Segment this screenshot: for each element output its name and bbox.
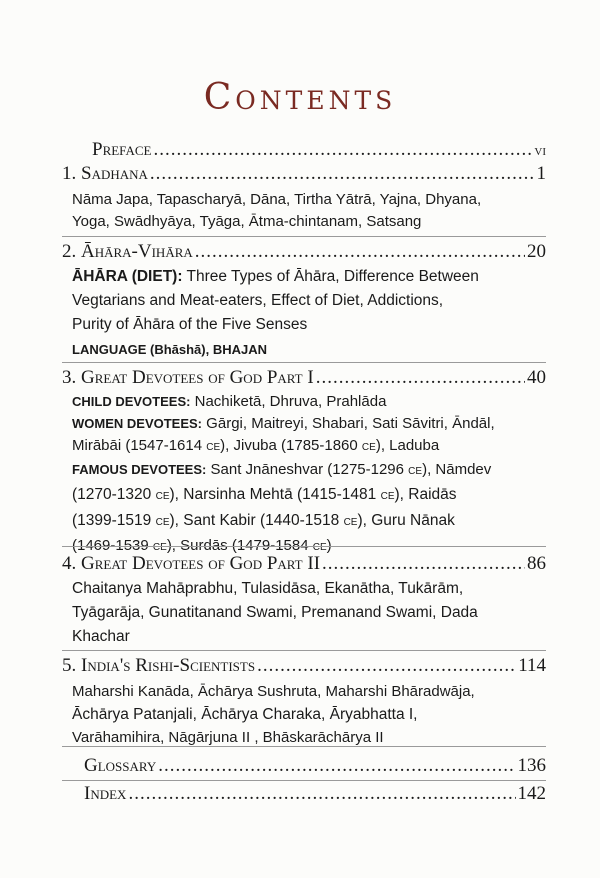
toc-subline — [62, 391, 546, 413]
dot-leader — [195, 240, 525, 263]
famous-text: ), Raidās — [394, 486, 457, 503]
divider — [62, 236, 546, 237]
famous-text: ), Surdās (1479-1584 — [166, 537, 313, 554]
dot-leader — [128, 782, 515, 805]
toc-page: 20 — [527, 241, 546, 262]
toc-subline: Yoga, Swādhyāya, Tyāga, Ātma-chintanam, Satsang — [72, 213, 422, 230]
toc-label: Preface — [92, 139, 152, 160]
dot-leader — [158, 754, 515, 777]
toc-subline — [62, 265, 546, 289]
era-abbr: CE — [408, 466, 423, 477]
women-text: ), Laduba — [375, 437, 440, 454]
women-label: WOMEN DEVOTEES: — [72, 416, 203, 431]
toc-page: 1 — [536, 163, 546, 184]
dot-leader — [153, 138, 532, 161]
toc-subline — [62, 459, 546, 483]
toc-subline: Maharshi Kanāda, Āchārya Sushruta, Maharshi Bhāradwāja, — [72, 683, 475, 700]
dot-leader — [316, 366, 525, 389]
toc-page: 142 — [517, 783, 546, 804]
famous-text: ), Nāmdev — [422, 461, 492, 478]
era-abbr: CE — [380, 491, 395, 502]
famous-label: FAMOUS DEVOTEES: — [72, 462, 207, 477]
women-text: Mirābāi (1547-1614 — [72, 437, 207, 454]
era-abbr: CE — [206, 442, 221, 453]
toc-page: vi — [534, 143, 546, 159]
toc-subline — [62, 413, 546, 435]
toc-page: 136 — [517, 755, 546, 776]
women-text: ), Jivuba (1785-1860 — [220, 437, 362, 454]
era-abbr: CE — [361, 442, 376, 453]
toc-subline — [62, 483, 546, 509]
dot-leader — [150, 162, 535, 185]
era-abbr: CE — [152, 542, 167, 553]
toc-page: 86 — [527, 553, 546, 574]
dot-leader — [257, 654, 516, 677]
toc-label: 4. Great Devotees of God Part II — [62, 553, 321, 574]
toc-subline: Chaitanya Mahāprabhu, Tulasidāsa, Ekanātha, Tukārām, — [72, 580, 464, 597]
women-text: Gārgi, Maitreyi, Shabari, Sati Sāvitri, Āndāl, — [202, 415, 495, 432]
toc-entry-devotees-2[interactable] — [62, 552, 546, 649]
divider — [62, 746, 546, 747]
famous-text: ), Sant Kabir (1440-1518 — [169, 512, 344, 529]
toc-label: Index — [84, 783, 127, 804]
toc-subline: Varāhamihira, Nāgārjuna II , Bhāskarāchārya II — [72, 729, 384, 746]
toc-label: 2. Āhāra-Vihāra — [62, 241, 193, 262]
era-abbr: CE — [312, 542, 327, 553]
toc-label: Glossary — [84, 755, 157, 776]
toc-entry-index[interactable] — [62, 782, 546, 805]
diet-label: ĀHĀRA (DIET): — [72, 268, 183, 285]
toc-entry-rishi[interactable] — [62, 654, 546, 749]
toc-subline: Tyāgarāja, Gunatitanand Swami, Premanand Swami, Dada — [72, 604, 478, 621]
toc-label: 1. Sadhana — [62, 163, 148, 184]
toc-entry-glossary[interactable] — [62, 754, 546, 777]
famous-text: ) — [326, 537, 332, 554]
famous-text: (1469-1539 — [72, 537, 153, 554]
famous-text: (1399-1519 — [72, 512, 156, 529]
toc-subline — [62, 435, 546, 459]
famous-text: (1270-1320 — [72, 486, 156, 503]
toc-label: 3. Great Devotees of God Part I — [62, 367, 314, 388]
toc-page: 40 — [527, 367, 546, 388]
toc-entry-devotees-1[interactable] — [62, 366, 546, 559]
diet-text: Three Types of Āhāra, Difference Between — [182, 268, 479, 285]
era-abbr: CE — [343, 517, 358, 528]
toc-page: 114 — [518, 655, 546, 676]
toc-subline: LANGUAGE (Bhāshā), BHAJAN — [72, 342, 268, 357]
divider — [62, 546, 546, 547]
era-abbr: CE — [155, 491, 170, 502]
toc-label: 5. India's Rishi-Scientists — [62, 655, 256, 676]
child-label: CHILD DEVOTEES: — [72, 394, 191, 409]
dot-leader — [322, 552, 525, 575]
famous-text: ), Narsinha Mehtā (1415-1481 — [169, 486, 381, 503]
toc-subline: Nāma Japa, Tapascharyā, Dāna, Tirtha Yātrā, Yajna, Dhyana, — [72, 191, 482, 208]
toc-entry-sadhana[interactable] — [62, 162, 546, 233]
toc-entry-preface[interactable] — [62, 138, 546, 163]
era-abbr: CE — [155, 517, 170, 528]
toc-subline: Purity of Āhāra of the Five Senses — [72, 316, 308, 333]
divider — [62, 780, 546, 781]
child-text: Nachiketā, Dhruva, Prahlāda — [190, 393, 387, 410]
divider — [62, 650, 546, 651]
toc-subline: Vegtarians and Meat-eaters, Effect of Diet, Addictions, — [72, 292, 444, 309]
divider — [62, 362, 546, 363]
toc-subline: Khachar — [72, 628, 130, 645]
page-title: Contents — [203, 77, 397, 118]
toc-subline — [62, 509, 546, 535]
famous-text: ), Guru Nānak — [357, 512, 455, 529]
toc-entry-ahara[interactable] — [62, 240, 546, 360]
toc-subline: Āchārya Patanjali, Āchārya Charaka, Āryabhatta I, — [72, 706, 418, 723]
famous-text: Sant Jnāneshvar (1275-1296 — [206, 461, 409, 478]
